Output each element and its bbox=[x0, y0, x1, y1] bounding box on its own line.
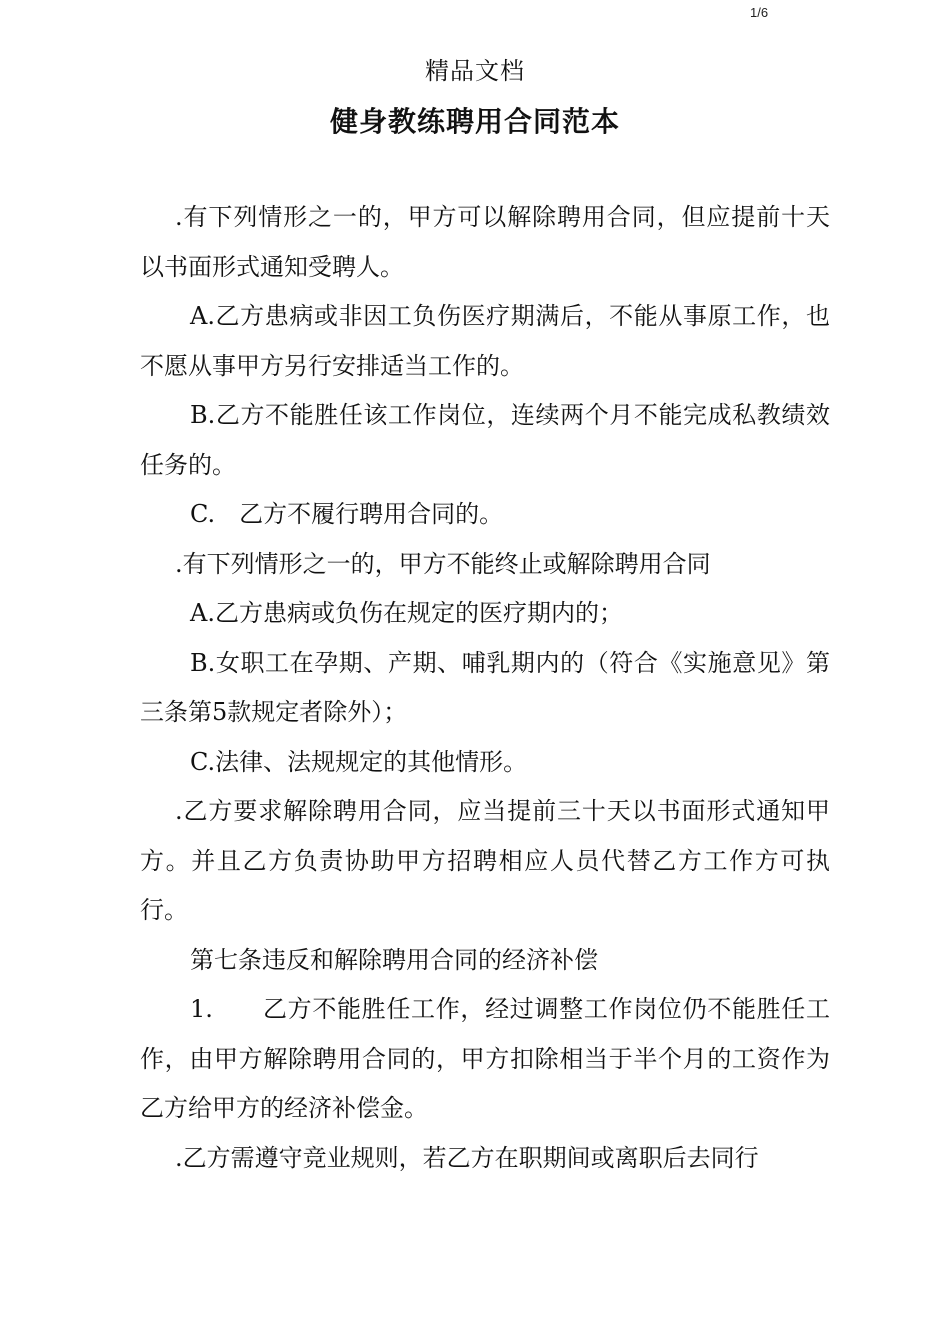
paragraph-clause-a-medical-period: A.乙方患病或负伤在规定的医疗期内的； bbox=[190, 599, 623, 627]
section-heading-article-seven: 第七条违反和解除聘用合同的经济补偿 bbox=[190, 945, 598, 974]
page-number: 1/6 bbox=[750, 5, 769, 20]
paragraph-clause-c-breach: C. 乙方不履行聘用合同的。 bbox=[190, 500, 504, 528]
document-title: 健身教练聘用合同范本 bbox=[329, 105, 620, 138]
paragraph-clause-c-other-laws: C.法律、法规规定的其他情形。 bbox=[190, 747, 528, 776]
paragraph-clause-b-female-staff: B.女职工在孕期、产期、哺乳期内的（符合《实施意见》第三条第5款规定者除外）； bbox=[140, 648, 830, 726]
document-body bbox=[140, 193, 830, 1183]
paragraph-employer-termination-conditions: .有下列情形之一的，甲方可以解除聘用合同，但应提前十天以书面形式通知受聘人。 bbox=[140, 203, 830, 281]
paragraph-item-1-compensation: 1. 乙方不能胜任工作，经过调整工作岗位仍不能胜任工作，由甲方解除聘用合同的，甲方扣除相当于半个月的工资作为乙方给甲方的经济补偿金。 bbox=[140, 995, 830, 1122]
paragraph-employee-resignation: .乙方要求解除聘用合同，应当提前三十天以书面形式通知甲方。并且乙方负责协助甲方招聘相应人员代替乙方工作方可执行。 bbox=[140, 797, 830, 924]
paragraph-non-compete: .乙方需遵守竞业规则，若乙方在职期间或离职后去同行 bbox=[175, 1143, 759, 1172]
paragraph-clause-b-incompetence: B.乙方不能胜任该工作岗位，连续两个月不能完成私教绩效任务的。 bbox=[140, 401, 830, 479]
header-label: 精品文档 bbox=[425, 57, 525, 85]
paragraph-non-termination-conditions: .有下列情形之一的，甲方不能终止或解除聘用合同 bbox=[175, 549, 711, 578]
paragraph-clause-a-illness: A.乙方患病或非因工负伤医疗期满后，不能从事原工作，也不愿从事甲方另行安排适当工作的。 bbox=[140, 302, 830, 380]
